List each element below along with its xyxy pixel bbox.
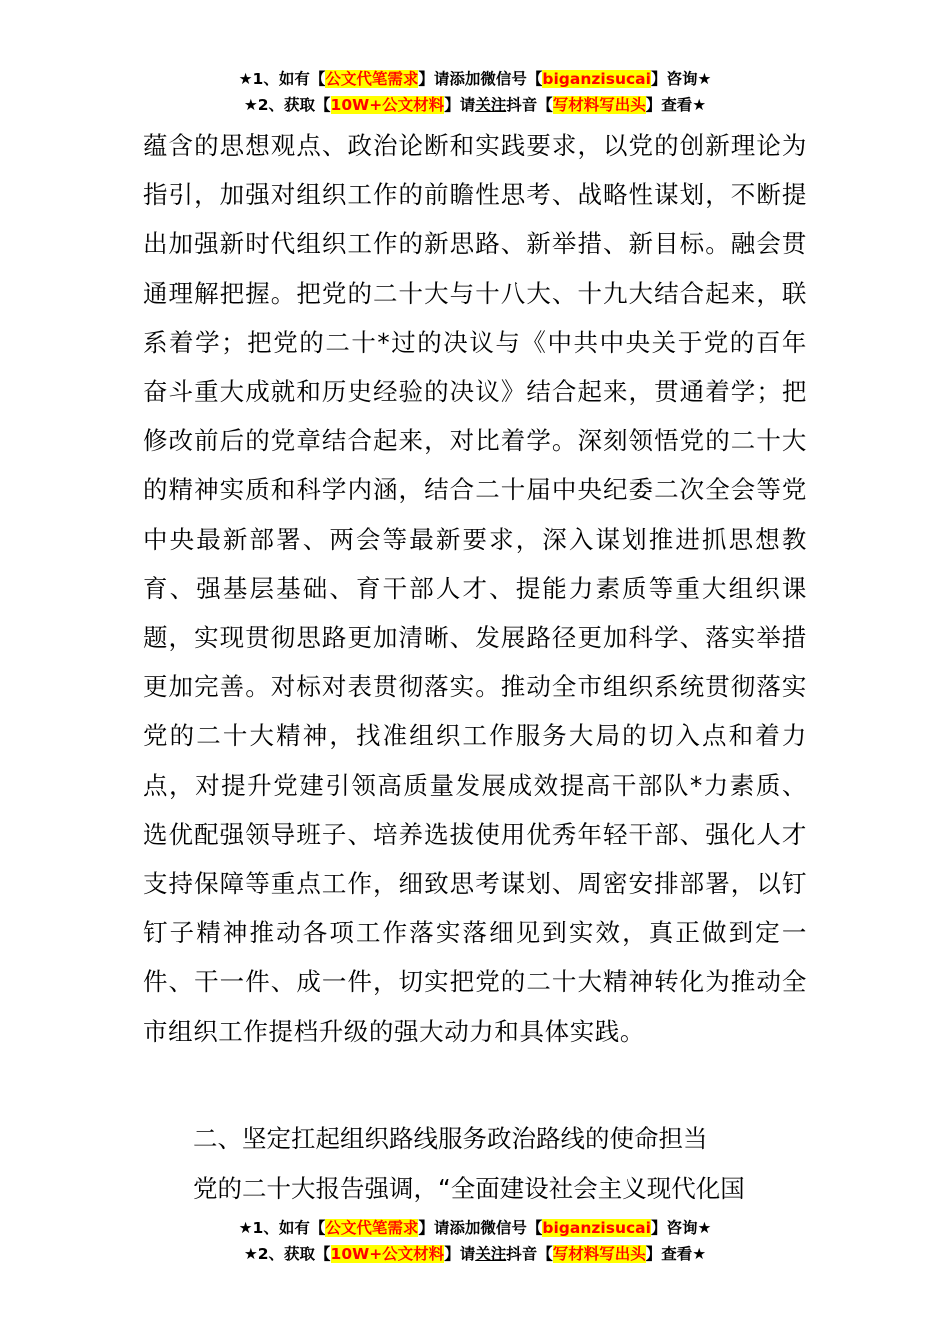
banner-emphasis: 添加 (449, 70, 481, 88)
banner-emphasis: 添加 (449, 1219, 481, 1237)
banner-text: ★2、获取【 (243, 96, 331, 114)
next-paragraph-line: 党的二十大报告强调，“全面建设社会主义现代化国 (193, 1174, 745, 1203)
body-paragraph: 蕴含的思想观点、政治论断和实践要求，以党的创新理论为指引，加强对组织工作的前瞻性思考、战略性谋划，不断提出加强新时代组织工作的新思路、新举措、新目标。融会贯通理解把握。把党的二十大与十八大、十九大结合起来，联系着学；把党的二十*过的决议与《中共中央关于党的百年奋斗重大成就和历史经验的决议》结合起来，贯通着学；把修改前后的党章结合起来，对比着学。深刻领悟党的二十大的精神实质和科学内涵，结合二十届中央纪委二次全会等党中央最新部署、两会等最新要求，深入谋划推进抓思想教育、强基层基础、育干部人才、提能力素质等重大组织课题，实现贯彻思路更加清晰、发展路径更加科学、落实举措更加完善。对标对表贯彻落实。推动全市组织系统贯彻落实党的二十大精神，找准组织工作服务大局的切入点和着力点，对提升党建引领高质量发展成效提高干部队*力素质、选优配强领导班子、培养选拔使用优秀年轻干部、强化人才支持保障等重点工作，细致思考谋划、周密安排部署，以钉钉子精神推动各项工作落实落细见到实效，真正做到定一件、干一件、成一件，切实把党的二十大精神转化为推动全市组织工作提档升级的强大动力和具体实践。 (143, 131, 807, 1046)
highlight-materials: 10W+公文材料 (330, 1245, 445, 1263)
banner-text: 】请 (444, 96, 476, 114)
banner-emphasis: 关注 (475, 1245, 507, 1263)
highlight-douyin: 写材料写出头 (552, 96, 646, 114)
highlight-wechat-id: biganzisucai (542, 70, 651, 88)
footer-banner (0, 1215, 950, 1267)
banner-text: 微信号【 (480, 70, 543, 88)
banner-line-1 (0, 1215, 950, 1241)
section-heading: 二、坚定扛起组织路线服务政治路线的使命担当 (193, 1124, 708, 1153)
banner-line-2 (0, 92, 950, 118)
banner-text: 微信号【 (480, 1219, 543, 1237)
banner-text: 抖音【 (506, 96, 553, 114)
banner-text: 抖音【 (506, 1245, 553, 1263)
highlight-wechat-id: biganzisucai (542, 1219, 651, 1237)
banner-text: 】咨询★ (650, 70, 712, 88)
highlight-douyin: 写材料写出头 (552, 1245, 646, 1263)
banner-text: 】请 (418, 1219, 450, 1237)
highlight-service: 公文代笔需求 (325, 1219, 419, 1237)
highlight-service: 公文代笔需求 (325, 70, 419, 88)
banner-emphasis: 关注 (475, 96, 507, 114)
banner-text: 】查看★ (645, 96, 707, 114)
header-banner (0, 66, 950, 118)
banner-text: 】查看★ (645, 1245, 707, 1263)
banner-text: ★1、如有【 (238, 70, 326, 88)
highlight-materials: 10W+公文材料 (330, 96, 445, 114)
document-body (143, 121, 807, 1056)
banner-text: 】请 (418, 70, 450, 88)
banner-text: 】咨询★ (650, 1219, 712, 1237)
banner-text: 】请 (444, 1245, 476, 1263)
banner-text: ★1、如有【 (238, 1219, 326, 1237)
banner-line-1 (0, 66, 950, 92)
banner-line-2 (0, 1241, 950, 1267)
banner-text: ★2、获取【 (243, 1245, 331, 1263)
